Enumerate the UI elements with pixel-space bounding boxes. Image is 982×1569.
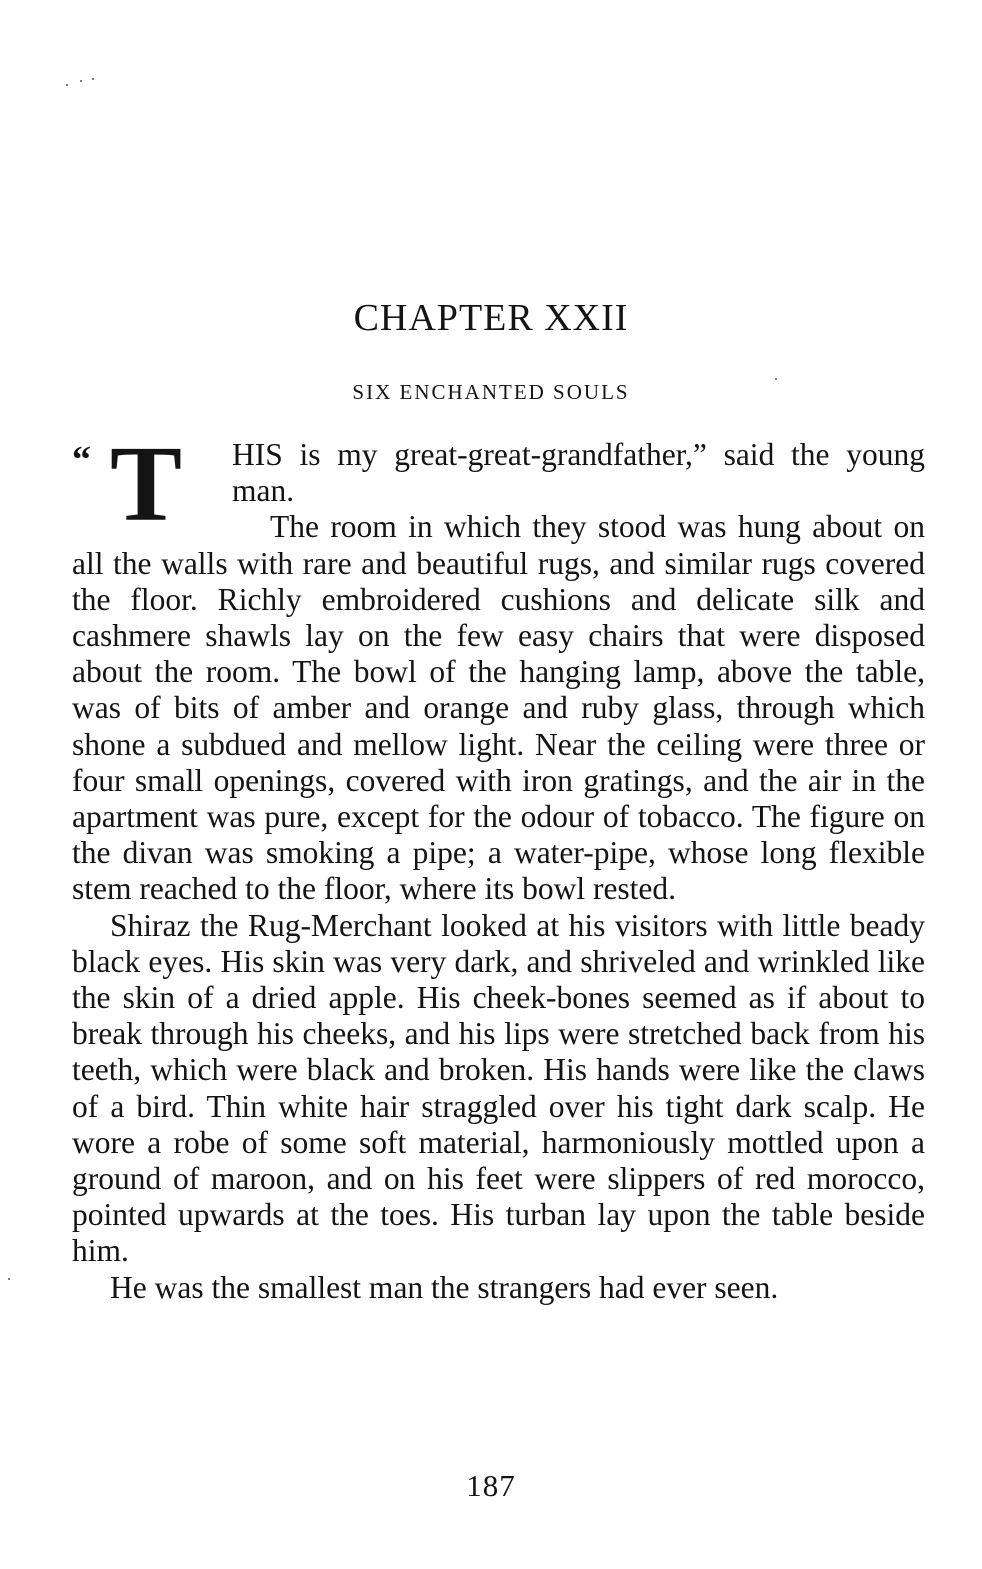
drop-cap-block bbox=[72, 425, 222, 544]
opening-paragraph bbox=[72, 425, 925, 544]
opening-line-text: HIS is my great-great-grandfather,” said the young man. bbox=[232, 437, 925, 509]
paragraph: He was the smallest man the strangers had ever seen. bbox=[110, 1269, 779, 1305]
opening-quote-mark: “ bbox=[72, 439, 91, 481]
chapter-title: CHAPTER XXII bbox=[353, 297, 629, 339]
chapter-subtitle: SIX ENCHANTED SOULS bbox=[352, 380, 630, 404]
body-text bbox=[72, 425, 925, 1306]
scan-speck bbox=[80, 80, 82, 82]
paragraph: Shiraz the Rug-Merchant looked at his visitors with little beady black eyes. His skin was very dark, and shriveled and wrinkled like the skin of a dried apple. His cheek-bones seemed as if about to break through his cheeks, and his lips were stretched back from his teeth, which were black and broken. His hands were like the claws of a bird. Thin white hair straggled over his tight dark scalp. He wore a robe of some soft material, harmoniously mottled upon a ground of maroon, and on his feet were slippers of red morocco, pointed upwards at the toes. His turban lay upon the table beside him. bbox=[72, 907, 925, 1269]
paragraph: The room in which they stood was hung about on all the walls with rare and beautiful rugs, and similar rugs covered the floor. Richly embroidered cushions and delicate silk and cashmere shawls lay on the few easy chairs that were disposed about the room. The bowl of the hanging lamp, above the table, was of bits of amber and orange and ruby glass, through which shone a subdued and mellow light. Near the ceiling were three or four small openings, covered with iron gratings, and the air in the apartment was pure, except for the odour of tobacco. The figure on the divan was smoking a pipe; a water-pipe, whose long flexible stem reached to the floor, where its bowl rested. bbox=[72, 509, 925, 907]
scan-speck bbox=[92, 78, 94, 80]
page-number: 187 bbox=[466, 1468, 516, 1503]
drop-cap-letter: T bbox=[110, 425, 183, 544]
scan-speck bbox=[8, 1278, 10, 1280]
scan-speck bbox=[66, 84, 68, 86]
